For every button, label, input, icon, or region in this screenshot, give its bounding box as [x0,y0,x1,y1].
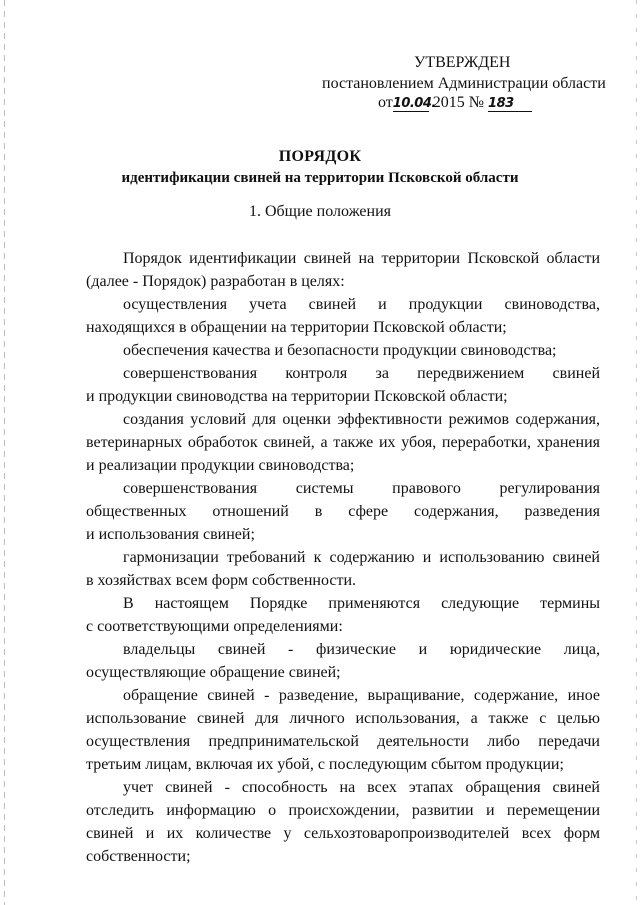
document-title: ПОРЯДОК [278,148,362,165]
text-line: с соответствующими определениями: [86,618,343,635]
text-line: осуществления предпринимательской деятельности либо передачи [86,733,600,750]
text-line: и реализации продукции свиноводства; [86,457,355,474]
text-line: использование свиней для личного использования, а также с целью [86,710,600,727]
text-line: третьим лицам, включая их убой, с последующим сбытом продукции; [86,756,564,773]
text-line: совершенствования контроля за передвижением свиней [123,365,600,382]
text-line: находящихся в обращении на территории Псковской области; [86,319,507,336]
section-heading: 1. Общие положения [248,203,392,220]
document-subtitle: идентификации свиней на территории Псковской области [121,170,519,186]
text-line: В настоящем Порядке применяются следующие термины [123,595,600,612]
text-line: в хозяйствах всем форм собственности. [86,572,357,589]
approval-heading: УТВЕРЖДЕН [414,54,511,71]
text-line: и продукции свиноводства на территории Псковской области; [86,388,508,405]
text-line: Порядок идентификации свиней на территории Псковской области [123,250,600,267]
text-line: владельцы свиней - физические и юридические лица, [123,641,600,658]
text-line: совершенствования системы правового регулирования [123,480,600,497]
approval-year-label: 2015 № [432,94,485,111]
handwritten-number: 183 [488,97,532,112]
text-line: осуществляющие обращение свиней; [86,664,341,681]
scan-edge-left [4,0,5,905]
text-line: ветеринарных обработок свиней, а также их убоя, переработки, хранения [86,434,600,451]
approval-decree: постановлением Администрации области [322,75,606,92]
approval-date-line [378,94,532,112]
text-line: и использования свиней; [86,526,255,543]
text-line: собственности; [86,848,191,865]
text-line: обращение свиней - разведение, выращивание, содержание, иное [123,687,600,704]
text-line: отследить информацию о происхождении, развитии и перемещении [86,802,600,819]
text-line: учет свиней - способность на всех этапах обращения свиней [123,779,600,796]
text-line: общественных отношений в сфере содержания, разведения [86,503,600,520]
handwritten-date: 10.04. [392,96,436,111]
text-line: гармонизации требований к содержанию и использованию свиней [123,549,600,566]
approval-from-label: от [378,94,393,111]
text-line: свиней и их количестве у сельхозтоваропроизводителей всех форм [86,825,600,842]
text-line: обеспечения качества и безопасности продукции свиноводства; [123,342,557,359]
text-line: (далее - Порядок) разработан в целях: [86,273,345,290]
text-line: осуществления учета свиней и продукции свиноводства, [123,296,600,313]
text-line: создания условий для оценки эффективности режимов содержания, [123,411,600,428]
scan-edge-right [636,0,637,905]
